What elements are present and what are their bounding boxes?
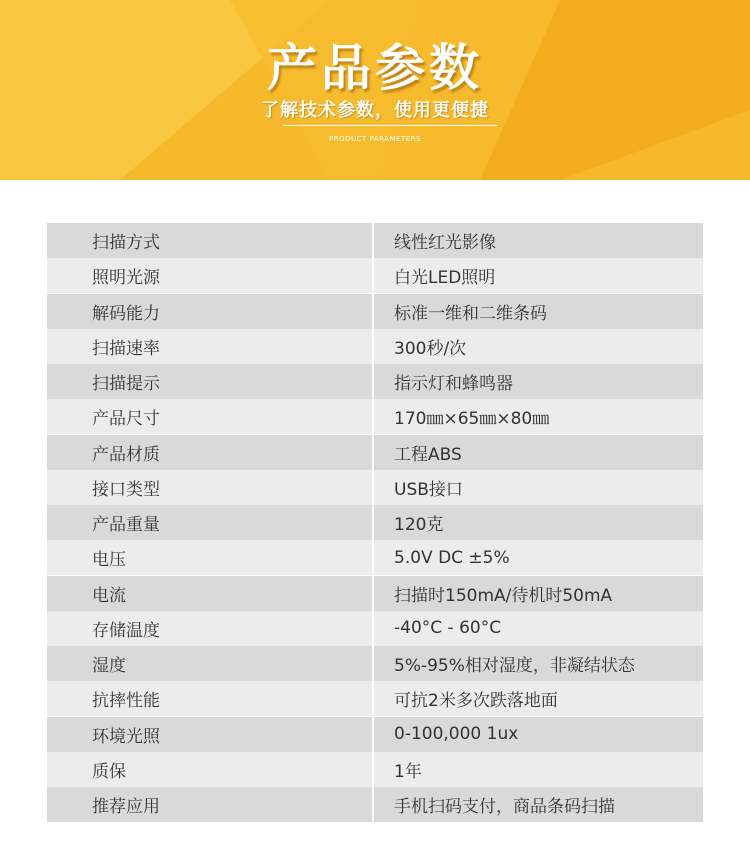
- param-value: 0-100,000 1ux: [374, 717, 703, 752]
- table-row: [47, 399, 703, 434]
- param-value: 工程ABS: [374, 435, 703, 470]
- param-label: 扫描方式: [47, 223, 374, 258]
- param-value: 120克: [374, 505, 703, 540]
- param-value: 线性红光影像: [374, 223, 703, 258]
- param-value: 白光LED照明: [374, 258, 703, 293]
- param-label: 产品材质: [47, 435, 374, 470]
- param-label: 质保: [47, 752, 374, 787]
- param-label: 产品尺寸: [47, 399, 374, 434]
- table-row: [47, 470, 703, 505]
- table-row: [47, 223, 703, 258]
- english-caption: PRODUCT PARAMETERS: [329, 135, 421, 143]
- page-subtitle: 了解技术参数，使用更便捷: [261, 100, 489, 121]
- param-value: 扫描时150mA/待机时50mA: [374, 576, 703, 611]
- param-value: 170㎜×65㎜×80㎜: [374, 399, 703, 434]
- table-row: [47, 717, 703, 752]
- param-label: 电压: [47, 540, 374, 575]
- param-label: 解码能力: [47, 294, 374, 329]
- param-value: 300秒/次: [374, 329, 703, 364]
- table-row: [47, 258, 703, 293]
- param-label: 推荐应用: [47, 787, 374, 822]
- param-label: 产品重量: [47, 505, 374, 540]
- param-label: 照明光源: [47, 258, 374, 293]
- param-label: 存储温度: [47, 611, 374, 646]
- param-label: 扫描提示: [47, 364, 374, 399]
- table-row: [47, 329, 703, 364]
- table-row: [47, 646, 703, 681]
- params-table: [47, 223, 703, 822]
- param-label: 接口类型: [47, 470, 374, 505]
- param-value: 5%-95%相对湿度，非凝结状态: [374, 646, 703, 681]
- table-row: [47, 576, 703, 611]
- table-row: [47, 294, 703, 329]
- table-row: [47, 752, 703, 787]
- param-value: 指示灯和蜂鸣器: [374, 364, 703, 399]
- param-value: 1年: [374, 752, 703, 787]
- divider: [283, 125, 498, 126]
- table-row: [47, 540, 703, 575]
- param-value: USB接口: [374, 470, 703, 505]
- param-label: 环境光照: [47, 717, 374, 752]
- table-row: [47, 681, 703, 716]
- table-row: [47, 787, 703, 822]
- header-banner: [0, 0, 750, 180]
- param-label: 电流: [47, 576, 374, 611]
- param-value: 5.0V DC ±5%: [374, 540, 703, 575]
- param-value: 可抗2米多次跌落地面: [374, 681, 703, 716]
- table-row: [47, 611, 703, 646]
- table-row: [47, 435, 703, 470]
- param-value: -40°C - 60°C: [374, 611, 703, 646]
- table-row: [47, 364, 703, 399]
- param-label: 扫描速率: [47, 329, 374, 364]
- param-value: 手机扫码支付，商品条码扫描: [374, 787, 703, 822]
- param-value: 标准一维和二维条码: [374, 294, 703, 329]
- page-title: 产品参数: [267, 39, 483, 97]
- param-label: 抗摔性能: [47, 681, 374, 716]
- param-label: 湿度: [47, 646, 374, 681]
- table-row: [47, 505, 703, 540]
